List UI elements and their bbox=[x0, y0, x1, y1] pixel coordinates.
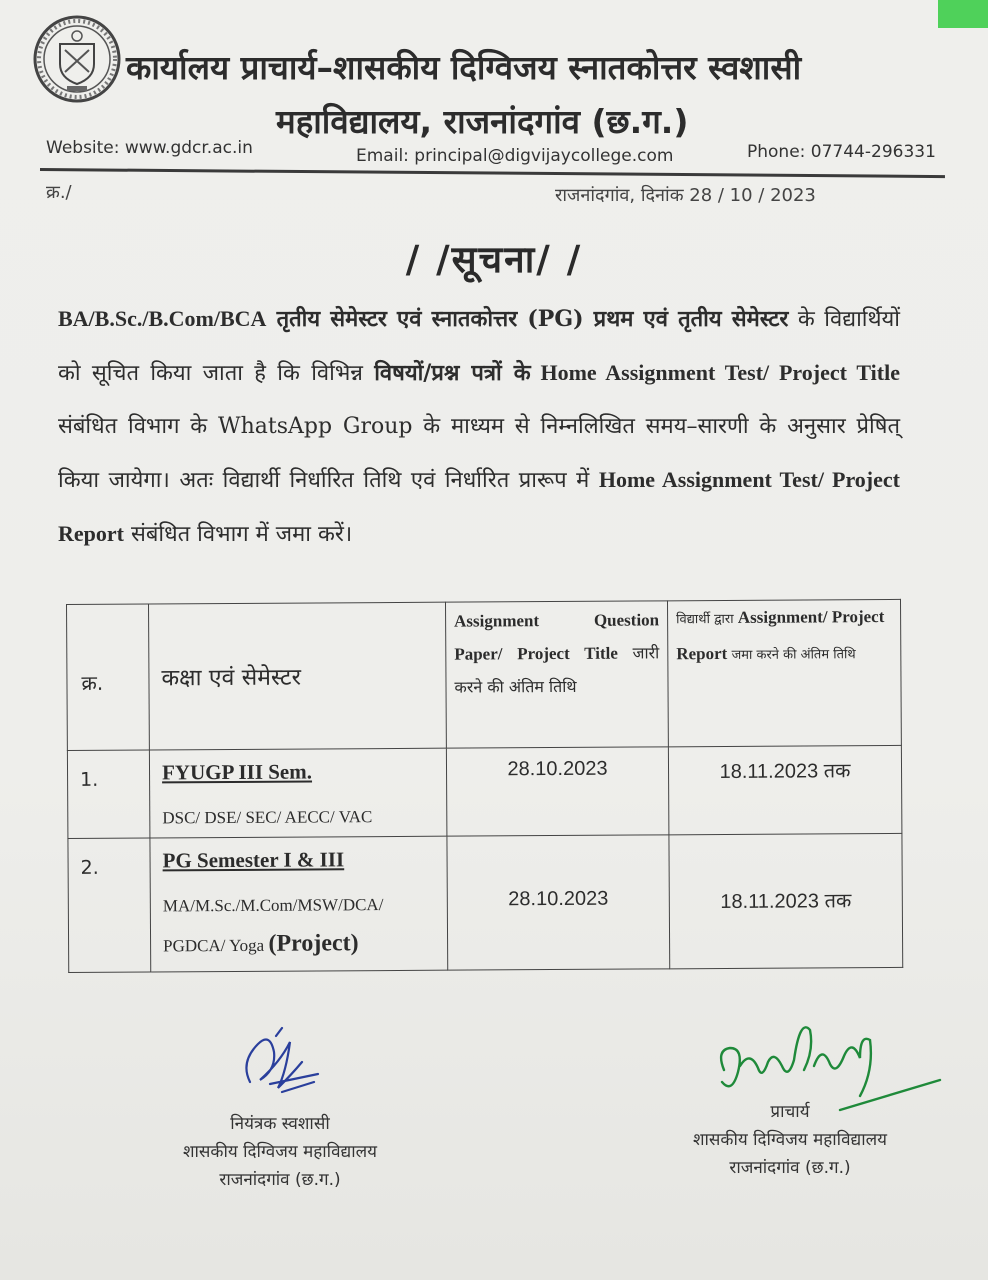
college-seal-icon bbox=[32, 14, 122, 104]
para-semesters: तृतीय सेमेस्टर एवं स्नातकोत्तर (PG) प्रथम एवं तृतीय सेमेस्टर bbox=[266, 306, 789, 332]
para-subjects: विषयों/प्रश्न पत्रों के bbox=[374, 360, 531, 386]
header-num: क्र. bbox=[67, 604, 150, 750]
para-text-1: के विद्यार्थियों को सूचित किया जाता है कि विभिन्न bbox=[58, 307, 900, 386]
email-text: Email: principal@digvijaycollege.com bbox=[356, 146, 674, 166]
header-issue-en: Assignment Question Paper/ Project Title bbox=[454, 610, 660, 664]
schedule-table bbox=[66, 599, 902, 970]
notice-paragraph bbox=[58, 292, 900, 561]
table-row bbox=[68, 833, 903, 972]
row2-class-programs: MA/M.Sc./M.Com/MSW/DCA/ PGDCA/ Yoga bbox=[162, 895, 384, 956]
row1-class-title: FYUGP III Sem. bbox=[161, 759, 313, 785]
row1-issue-date: 28.10.2023 bbox=[446, 747, 669, 836]
place-date: राजनांदगांव, दिनांक 28 / 10 / 2023 bbox=[555, 185, 816, 206]
controller-designation: नियंत्रक स्वशासी bbox=[230, 1114, 330, 1134]
principal-sign-block bbox=[660, 1098, 920, 1182]
controller-city: राजनांदगांव (छ.ग.) bbox=[219, 1170, 341, 1190]
reference-number: क्र./ bbox=[46, 182, 72, 203]
header-rule bbox=[40, 168, 945, 178]
header-submit-hi-a: विद्यार्थी द्वारा bbox=[676, 611, 734, 628]
row1-submit-date: 18.11.2023 तक bbox=[668, 745, 902, 834]
principal-city: राजनांदगांव (छ.ग.) bbox=[729, 1158, 851, 1178]
principal-designation: प्राचार्य bbox=[770, 1102, 810, 1122]
header-submit-en: Assignment/ Project Report bbox=[676, 607, 885, 664]
para-courses: BA/B.Sc./B.Com/BCA bbox=[58, 306, 267, 331]
office-title-line1: कार्यालय प्राचार्य–शासकीय दिग्विजय स्नातकोत्तर स्वशासी bbox=[126, 48, 802, 87]
header-submit-hi-b: जमा करने की अंतिम तिथि bbox=[731, 647, 856, 663]
row2-class-project: (Project) bbox=[268, 930, 359, 957]
controller-college: शासकीय दिग्विजय महाविद्यालय bbox=[182, 1142, 378, 1162]
row2-class-sub bbox=[163, 886, 447, 966]
table-header-row bbox=[67, 599, 902, 750]
row2-submit-date: 18.11.2023 तक bbox=[669, 833, 903, 968]
row2-num: 2. bbox=[68, 838, 151, 972]
corner-tab bbox=[938, 0, 988, 28]
table-row bbox=[67, 745, 902, 838]
header-issue-date bbox=[445, 601, 668, 748]
para-text-3: संबंधित विभाग में जमा करें। bbox=[123, 522, 353, 547]
principal-college: शासकीय दिग्विजय महाविद्यालय bbox=[692, 1130, 888, 1150]
row2-class-title: PG Semester I & III bbox=[162, 847, 345, 873]
row1-class-sub: DSC/ DSE/ SEC/ AECC/ VAC bbox=[162, 807, 373, 828]
para-assignment-title: Home Assignment Test/ Project Title bbox=[530, 360, 900, 385]
row1-class bbox=[149, 748, 447, 838]
header-issue-hi: जारी करने की अंतिम तिथि bbox=[454, 643, 660, 697]
row2-class bbox=[150, 836, 448, 972]
controller-sign-block bbox=[150, 1110, 410, 1194]
website-text: Website: www.gdcr.ac.in bbox=[46, 138, 253, 158]
controller-signature-icon bbox=[230, 1022, 330, 1102]
header-class: कक्षा एवं सेमेस्टर bbox=[149, 602, 447, 750]
notice-title: / /सूचना/ / bbox=[405, 238, 583, 281]
phone-text: Phone: 07744-296331 bbox=[747, 142, 936, 162]
header-submit-date bbox=[667, 599, 901, 746]
row1-num: 1. bbox=[67, 750, 150, 838]
row2-issue-date: 28.10.2023 bbox=[447, 835, 670, 970]
office-title-line2: महाविद्यालय, राजनांदगांव (छ.ग.) bbox=[276, 102, 689, 141]
para-assignment-report: Home Assignment Test/ Project Report bbox=[58, 467, 900, 546]
para-text-2: संबंधित विभाग के WhatsApp Group के माध्यम से निम्नलिखित समय–सारणी के अनुसार प्रेषित् किया जायेगा। अतः विद्यार्थी निर्धारित तिथि एवं निर्धारित प्रारूप में bbox=[58, 414, 900, 493]
